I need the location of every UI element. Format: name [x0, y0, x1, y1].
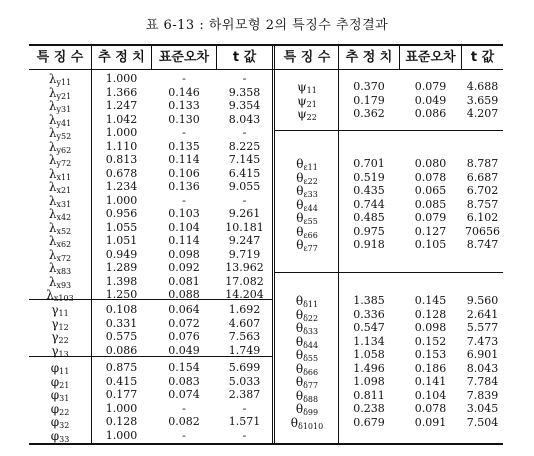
estimate-cell: 0.179 — [353, 93, 385, 107]
parameter-symbol: ψ — [297, 80, 307, 94]
std-error-cell: 0.141 — [414, 375, 447, 388]
t-value-cell: 13.962 — [225, 261, 264, 274]
parameter-symbol: ψ — [297, 107, 307, 121]
parameter-symbol: θ — [295, 375, 304, 389]
t-value-cell: - — [242, 193, 247, 207]
parameter-subscript: y52 — [56, 132, 72, 141]
parameter-symbol: θ — [295, 321, 304, 335]
std-error-cell: 0.088 — [168, 288, 200, 301]
std-error-cell: 0.103 — [168, 207, 200, 220]
estimate-cell: 1.098 — [353, 375, 385, 388]
t-value-cell: 9.247 — [228, 234, 261, 247]
t-value-cell: 9.055 — [228, 180, 261, 193]
parameter-symbol: λ — [48, 99, 57, 113]
estimate-cell: 1.042 — [105, 112, 138, 126]
column-divider — [461, 46, 462, 69]
table-title: 표 6-13 : 하위모형 2의 특징수 추정결과 — [145, 18, 389, 33]
t-value-cell: 10.181 — [225, 220, 264, 234]
std-error-cell: 0.114 — [168, 153, 200, 166]
parameter-subscript: y41 — [56, 118, 72, 128]
estimate-cell: 0.679 — [353, 415, 385, 429]
parameter-symbol: λ — [46, 288, 54, 302]
table-row — [29, 389, 503, 403]
header-std-error-right: 표준오차 — [405, 50, 456, 65]
estimate-cell: 0.575 — [105, 330, 138, 343]
estimate-cell: 0.485 — [353, 211, 385, 224]
std-error-cell: 0.074 — [168, 388, 200, 401]
parameter-subscript: δ44 — [303, 340, 319, 350]
parameter-subscript: ε22 — [303, 176, 318, 186]
parameter-symbol: θ — [296, 157, 304, 171]
estimate-cell: 0.811 — [353, 388, 385, 402]
parameter-subscript: x21 — [56, 186, 72, 195]
t-value-cell: 3.045 — [466, 402, 499, 415]
parameter-symbol: θ — [290, 415, 299, 430]
parameter-symbol: λ — [48, 261, 57, 275]
estimate-cell: 1.055 — [105, 220, 138, 234]
estimate-cell: 1.234 — [105, 180, 138, 193]
parameter-symbol: θ — [296, 184, 304, 198]
estimate-cell: 0.336 — [353, 307, 385, 321]
t-value-cell: 7.563 — [228, 330, 261, 343]
std-error-cell: 0.082 — [168, 415, 200, 428]
std-error-cell: 0.153 — [414, 348, 447, 361]
table-row — [29, 429, 503, 443]
t-value-cell: 8.757 — [466, 197, 499, 211]
t-value-cell: 8.043 — [228, 112, 261, 126]
t-value-cell: - — [242, 72, 247, 85]
header-std-error: 표준오차 — [158, 50, 210, 65]
t-value-cell: 8.225 — [228, 139, 261, 153]
t-value-cell: - — [242, 428, 247, 442]
t-value-cell: 1.692 — [228, 303, 261, 316]
std-error-cell: 0.127 — [414, 224, 447, 238]
estimate-cell: 1.366 — [105, 85, 138, 99]
parameter-symbol: θ — [296, 238, 304, 252]
header-feature-right: 특 징 수 — [283, 50, 331, 65]
parameter-symbol: φ — [50, 415, 60, 429]
parameter-symbol: λ — [48, 193, 57, 208]
estimate-cell: 1.250 — [105, 288, 138, 301]
parameter-cell — [276, 416, 338, 434]
parameter-symbol: λ — [48, 153, 57, 167]
estimate-cell: 1.058 — [353, 348, 385, 361]
std-error-cell: 0.098 — [168, 247, 200, 261]
t-value-cell: 7.784 — [466, 375, 499, 388]
std-error-cell: 0.085 — [414, 197, 447, 211]
t-value-cell: 9.719 — [228, 247, 261, 261]
parameter-cell — [276, 238, 338, 256]
parameter-symbol: λ — [48, 247, 57, 262]
table-row — [29, 294, 503, 308]
parameter-subscript: δ22 — [303, 313, 319, 323]
t-value-cell: 8.043 — [466, 361, 499, 375]
parameter-subscript: x72 — [56, 253, 72, 263]
std-error-cell: 0.098 — [414, 321, 447, 334]
std-error-cell: 0.145 — [414, 294, 447, 307]
table-row — [29, 107, 503, 121]
t-value-cell: 4.207 — [466, 107, 499, 120]
table-row — [29, 375, 503, 389]
estimate-cell: 0.975 — [353, 224, 385, 238]
t-value-cell: 1.749 — [228, 343, 261, 357]
estimate-cell: 0.086 — [105, 343, 138, 357]
parameter-symbol: φ — [50, 361, 60, 375]
t-value-cell: 5.033 — [228, 374, 261, 388]
std-error-cell: 0.130 — [168, 112, 200, 126]
parameter-symbol: φ — [50, 401, 60, 416]
t-value-cell: 9.261 — [228, 207, 261, 220]
estimate-cell: 1.000 — [105, 126, 138, 139]
t-value-cell: 9.560 — [466, 294, 499, 307]
table-row — [29, 238, 503, 252]
parameter-subscript: δ77 — [303, 381, 319, 390]
std-error-cell: 0.105 — [414, 238, 447, 251]
parameter-subscript: ε66 — [303, 230, 318, 240]
parameter-subscript: 22 — [306, 113, 317, 122]
parameter-symbol: λ — [48, 207, 57, 221]
parameter-subscript: ε44 — [303, 203, 318, 213]
std-error-cell: 0.154 — [168, 361, 200, 374]
std-error-cell: 0.065 — [414, 184, 447, 197]
t-value-cell: 7.504 — [466, 415, 499, 429]
column-divider — [151, 46, 152, 69]
parameter-symbol: λ — [48, 180, 57, 194]
parameter-symbol: φ — [50, 428, 60, 443]
header-estimate-right: 추 정 치 — [345, 50, 393, 65]
parameter-subscript: 11 — [306, 86, 317, 95]
parameter-subscript: δ11 — [303, 300, 319, 309]
t-value-cell: 7.473 — [466, 334, 499, 348]
estimate-cell: 0.362 — [353, 107, 385, 120]
parameter-subscript: x103 — [53, 294, 74, 303]
estimate-cell: 0.547 — [353, 321, 385, 334]
parameter-subscript: x62 — [56, 240, 72, 249]
std-error-cell: 0.078 — [414, 402, 447, 415]
std-error-cell: - — [182, 72, 186, 85]
t-value-cell: 6.687 — [466, 170, 499, 184]
table-row — [29, 198, 503, 212]
t-value-cell: 6.102 — [466, 211, 499, 224]
t-value-cell: 8.787 — [466, 157, 499, 170]
std-error-cell: 0.092 — [168, 261, 200, 274]
parameter-symbol: θ — [295, 334, 304, 349]
parameter-symbol: γ — [51, 330, 59, 344]
parameter-subscript: y31 — [56, 105, 72, 114]
std-error-cell: 0.146 — [168, 85, 200, 99]
parameter-subscript: ε33 — [303, 190, 318, 199]
estimate-cell: 1.385 — [353, 294, 385, 307]
parameter-subscript: 11 — [58, 309, 69, 318]
t-value-cell: 1.571 — [228, 415, 261, 428]
table-row — [29, 157, 503, 171]
std-error-cell: - — [182, 428, 186, 442]
std-error-cell: 0.080 — [414, 157, 447, 170]
parameter-subscript: x31 — [56, 199, 72, 209]
std-error-cell: 0.076 — [168, 330, 200, 343]
estimate-cell: 1.496 — [353, 361, 385, 375]
parameter-subscript: δ88 — [303, 394, 319, 404]
estimate-cell: 0.949 — [105, 247, 138, 261]
parameter-symbol: γ — [51, 303, 59, 317]
parameter-cell — [29, 429, 91, 447]
parameter-subscript: 12 — [58, 322, 69, 332]
std-error-cell: 0.079 — [414, 80, 447, 93]
table-row — [29, 225, 503, 239]
std-error-cell: 0.078 — [414, 170, 447, 184]
parameter-subscript: 13 — [58, 349, 69, 359]
table-row — [29, 362, 503, 376]
parameter-subscript: 31 — [59, 394, 70, 403]
parameter-subscript: δ99 — [303, 408, 319, 417]
table-row — [29, 402, 503, 416]
std-error-cell: 0.081 — [168, 274, 200, 288]
table-row — [29, 211, 503, 225]
parameter-symbol: λ — [48, 72, 57, 86]
parameter-subscript: 32 — [59, 421, 70, 430]
std-error-cell: 0.091 — [414, 415, 447, 429]
parameter-subscript: ε55 — [303, 217, 318, 226]
parameter-symbol: λ — [48, 126, 57, 140]
parameter-subscript: ε77 — [303, 244, 318, 253]
t-value-cell: - — [242, 126, 247, 139]
parameter-symbol: φ — [50, 388, 60, 402]
estimate-cell: 0.813 — [105, 153, 138, 166]
estimate-cell: 0.956 — [105, 207, 138, 220]
parameter-subscript: y62 — [56, 145, 72, 155]
estimate-cell: 1.289 — [105, 261, 138, 274]
estimate-cell: 0.370 — [353, 80, 385, 93]
parameter-symbol: λ — [48, 85, 57, 100]
parameter-symbol: λ — [48, 274, 57, 289]
t-value-cell: 14.204 — [225, 288, 264, 301]
parameter-subscript: x52 — [56, 226, 72, 236]
parameter-subscript: 33 — [59, 434, 70, 444]
t-value-cell: 8.747 — [466, 238, 499, 251]
table-row — [29, 348, 503, 362]
column-divider — [216, 46, 217, 69]
std-error-cell: 0.104 — [414, 388, 447, 402]
table-row — [29, 126, 503, 140]
table-header — [29, 46, 503, 70]
parameter-symbol: γ — [51, 343, 59, 358]
parameter-subscript: x11 — [56, 172, 72, 182]
parameter-symbol: θ — [296, 170, 304, 185]
parameter-subscript: x93 — [56, 280, 72, 290]
t-value-cell: 6.702 — [466, 184, 499, 197]
header-estimate: 추 정 치 — [98, 50, 145, 65]
estimate-cell: 0.701 — [353, 157, 385, 170]
estimate-cell: 1.247 — [105, 99, 138, 112]
header-t-value: t 값 — [232, 50, 257, 65]
parameter-subscript: 22 — [58, 336, 69, 345]
t-value-cell: 6.901 — [466, 348, 499, 361]
parameter-subscript: 22 — [59, 407, 70, 417]
header-feature: 특 징 수 — [36, 50, 84, 65]
parameter-subscript: 11 — [59, 367, 70, 376]
t-value-cell: 2.641 — [466, 307, 499, 321]
parameter-symbol: θ — [295, 402, 304, 416]
parameter-subscript: δ33 — [303, 327, 319, 336]
t-value-cell: 5.577 — [466, 321, 499, 334]
std-error-cell: 0.086 — [414, 107, 447, 120]
std-error-cell: 0.072 — [168, 316, 200, 330]
t-value-cell: 7.145 — [228, 153, 261, 166]
parameter-symbol: λ — [48, 234, 57, 248]
table-row — [29, 261, 503, 275]
std-error-cell: 0.133 — [168, 99, 200, 112]
table-row — [29, 275, 503, 289]
header-t-value-right: t 값 — [470, 50, 495, 65]
estimate-cell: 1.110 — [105, 139, 138, 153]
estimate-cell: 1.051 — [105, 234, 138, 247]
parameter-symbol: λ — [48, 112, 57, 127]
parameter-subscript: δ1010 — [298, 421, 324, 431]
t-value-cell: 5.699 — [228, 361, 261, 374]
std-error-cell: - — [182, 193, 186, 207]
estimate-cell: 0.875 — [105, 361, 138, 374]
estimate-cell: 0.238 — [353, 402, 385, 415]
table-row — [29, 416, 503, 430]
t-value-cell: 2.387 — [228, 388, 261, 401]
parameter-subscript: δ55 — [303, 354, 319, 363]
std-error-cell: 0.186 — [414, 361, 447, 375]
std-error-cell: 0.106 — [168, 166, 200, 180]
std-error-cell: 0.064 — [168, 303, 200, 316]
t-value-cell: 4.688 — [466, 80, 499, 93]
parameter-symbol: θ — [296, 224, 304, 239]
estimate-cell: 0.108 — [105, 303, 138, 316]
estimate-cell: 0.435 — [353, 184, 385, 197]
table-row — [29, 140, 503, 154]
parameter-symbol: θ — [295, 307, 304, 322]
estimate-cell: 1.000 — [105, 193, 138, 207]
std-error-cell: 0.135 — [168, 139, 200, 153]
table-row — [29, 80, 503, 94]
parameter-cell — [276, 107, 338, 125]
t-value-cell: 4.607 — [228, 316, 261, 330]
std-error-cell: 0.049 — [168, 343, 200, 357]
table-row — [29, 335, 503, 349]
estimate-cell: 1.000 — [105, 72, 138, 85]
estimate-cell: 1.398 — [105, 274, 138, 288]
results-table — [29, 44, 503, 445]
std-error-cell: 0.104 — [168, 220, 200, 234]
t-value-cell: 3.659 — [466, 93, 499, 107]
std-error-cell: 0.083 — [168, 374, 200, 388]
parameter-symbol: φ — [50, 374, 60, 389]
estimate-cell: 1.134 — [353, 334, 385, 348]
estimate-cell: 0.331 — [105, 316, 138, 330]
table-row — [29, 184, 503, 198]
parameter-subscript: x83 — [56, 267, 72, 276]
parameter-symbol: θ — [295, 294, 304, 308]
estimate-cell: 1.000 — [105, 401, 138, 415]
table-row — [29, 308, 503, 322]
parameter-subscript: δ66 — [303, 367, 319, 377]
estimate-cell: 0.177 — [105, 388, 138, 401]
parameter-subscript: 21 — [306, 99, 317, 109]
parameter-subscript: ε11 — [303, 163, 318, 172]
estimate-cell: 0.128 — [105, 415, 138, 428]
std-error-cell: - — [182, 126, 186, 139]
std-error-cell: 0.079 — [414, 211, 447, 224]
estimate-cell: 0.744 — [353, 197, 385, 211]
std-error-cell: 0.114 — [168, 234, 200, 247]
parameter-symbol: λ — [48, 220, 57, 235]
t-value-cell: 9.358 — [228, 85, 261, 99]
std-error-cell: - — [182, 401, 186, 415]
t-value-cell: 6.415 — [228, 166, 261, 180]
table-row — [29, 171, 503, 185]
t-value-cell: 70656 — [465, 224, 500, 238]
parameter-symbol: λ — [48, 139, 57, 154]
column-divider — [399, 46, 400, 69]
t-value-cell: - — [242, 401, 247, 415]
parameter-symbol: θ — [296, 211, 304, 225]
parameter-symbol: θ — [295, 348, 304, 362]
estimate-cell: 0.678 — [105, 166, 138, 180]
parameter-subscript: y72 — [56, 159, 72, 168]
estimate-cell: 0.415 — [105, 374, 138, 388]
t-value-cell: 17.082 — [225, 274, 264, 288]
parameter-symbol: θ — [295, 361, 304, 376]
t-value-cell: 9.354 — [228, 99, 261, 112]
std-error-cell: 0.152 — [414, 334, 447, 348]
std-error-cell: 0.049 — [414, 93, 447, 107]
estimate-cell: 0.918 — [353, 238, 385, 251]
parameter-subscript: y21 — [56, 91, 72, 101]
parameter-symbol: θ — [295, 388, 304, 403]
parameter-subscript: 21 — [59, 380, 70, 390]
std-error-cell: 0.136 — [168, 180, 200, 193]
std-error-cell: 0.128 — [414, 307, 447, 321]
table-row — [29, 321, 503, 335]
parameter-symbol: λ — [48, 166, 57, 181]
t-value-cell: 7.839 — [466, 388, 499, 402]
parameter-symbol: γ — [51, 316, 59, 331]
parameter-subscript: y11 — [56, 78, 72, 87]
estimate-cell: 1.000 — [105, 428, 138, 442]
parameter-symbol: θ — [296, 197, 304, 212]
parameter-subscript: x42 — [56, 213, 72, 222]
parameter-symbol: ψ — [297, 93, 307, 108]
estimate-cell: 0.519 — [353, 170, 385, 184]
